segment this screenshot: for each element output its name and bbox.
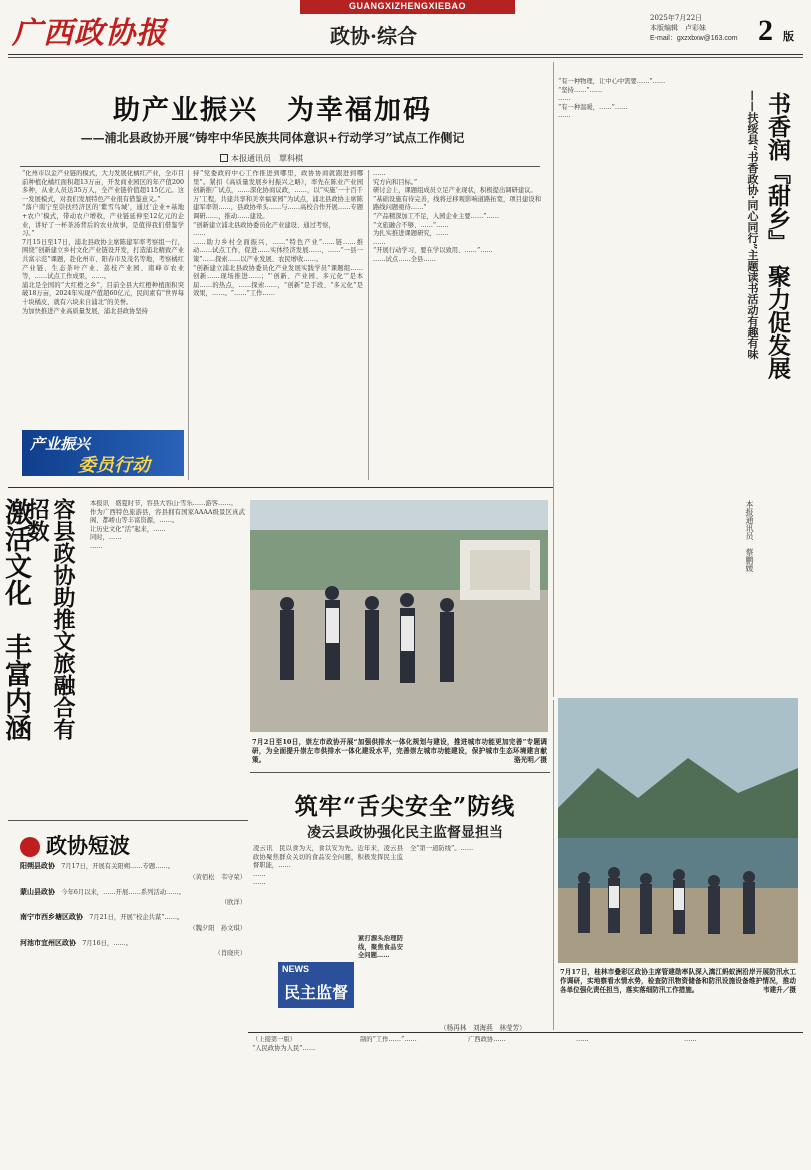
photo-chongzuo-credit: 骆光明／摄	[514, 756, 547, 764]
page-number: 2	[758, 14, 773, 47]
short-news-item-author: （黄佰松 韦守荣）	[189, 873, 246, 881]
masthead	[0, 0, 811, 58]
section-title: 政协·综合	[330, 24, 417, 48]
short-news-circle-icon	[20, 837, 40, 857]
list-item	[20, 888, 246, 907]
food-article-text: 凌云讯 民以食为天，食以安为先。近年来，凌云县政协聚焦群众关切的食品安全问题，积极发挥民主监督职能，…… …… ……	[253, 845, 403, 887]
masthead-pinyin: GUANGXIZHENGXIEBAO	[348, 1, 466, 11]
food-article-sidebar: 紧打源头治理防线，聚焦食品安全问题……	[358, 935, 403, 960]
page-suffix: 版	[783, 30, 794, 43]
bottom-col5: ……	[684, 1036, 697, 1043]
masthead-rule	[8, 54, 803, 55]
article1-rule	[20, 166, 540, 167]
left-article-text: 本报讯 盛夏时节，容县大容山·雪乐……游客……。 作为广西特色旅游县，容县拥有国家AAAA级景区真武阁、都峤山等丰富资源，……。 让历史文化“活”起来，…… 同时，…… ……	[90, 500, 245, 550]
short-news-item-text: 今年6月以来，……开展……系列活动……。	[61, 888, 185, 896]
left-article-title: 容县政协助推文旅融合有招数	[24, 498, 76, 740]
photo-guilin-caption	[560, 968, 796, 995]
bottom-col1: （上接第一版） “人民政协为人民”……	[252, 1036, 316, 1052]
article1-title: 助产业振兴 为幸福加码	[113, 95, 432, 126]
short-news-item-author: （肖晓庆）	[214, 950, 246, 958]
photo-guilin-image	[558, 698, 798, 963]
photo-chongzuo-image	[250, 500, 548, 732]
right-article-subtitle: ——扶绥县“书香政协·同心同行”主题读书活动有趣有味	[746, 90, 759, 360]
short-news-list	[20, 862, 246, 957]
left-article-tagline: 激活文化 丰富内涵	[0, 498, 31, 741]
article1-col1: “化州市以金产业链的模式，大力发展化橘红产业，全市目前种植化橘红面积超13万亩，开发商业园区的年产值200多种，从业人员达35万人，全产业链价值超115亿元。这一发展模式，对我们发展特色产业很有借鉴意义。” “落户南宁至崇扶经济区的‘紫雪鸟城’，通过‘企业+基地+农户’模式，带动农户增收，产业链延伸至12亿元的企业，讲好了一杯茶汤背后的农业故事，是值得我们借鉴学习。” 7月15日至17日，浦北县政协主席陈建军率考察组一行，围绕“创新建立乡村文化产业链设开发，打造浦北精致产业共富示范”课题，赴化州市、阳春市及茂名等地，考察橘红产业链、生态茶叶产业、荔枝产业园、南峰市农业等，……试点工作成果，……。 浦北是全国的“大红橙之乡”，目前全县大红橙种植面积突破18万亩，2024年实现产值超60亿元，民间素有“世界每十块橘皮，就有六块来自浦北”的美誉。 为加快推进产业高质量发展，浦北县政协坚持	[22, 170, 184, 315]
list-item	[20, 913, 246, 932]
short-news-item-text: 7月17日，开展有关阳朔……专题……。	[61, 863, 175, 870]
short-news-item-title: 阳朔县政协	[20, 862, 55, 870]
col-divider	[188, 170, 189, 480]
food-article-col2: 全“第一道防线”。……	[410, 845, 474, 852]
masthead-editor: 本版编辑 卢彩妹	[650, 24, 706, 32]
right-article-byline: 本报通讯员 蔡鹏媛	[745, 500, 754, 572]
section-rule	[250, 772, 550, 773]
col-divider	[553, 700, 554, 1030]
short-news-header	[20, 830, 130, 860]
banner-line2: 委员行动	[78, 455, 150, 476]
masthead-logo: 广西政协报	[12, 16, 167, 51]
news-badge	[278, 962, 354, 1008]
right-article-divider	[553, 62, 554, 697]
right-article-title: 书香润『甜乡』 聚力促发展	[764, 92, 791, 380]
article1-byline	[220, 153, 420, 164]
food-article-credit: （杨再林 刘海燕 林莹芳）	[440, 1024, 526, 1032]
byline-square-icon	[220, 154, 228, 162]
section-rule	[8, 487, 553, 488]
article1-col2: 持“党委政府中心工作推进到哪里，政协协商就跟进到哪里”。紧扣《高质量发展乡村振兴之略》，率先在陈业产业园创新推广试点，……深化协商议政，……，以“实施‘一十百千万’工程，共建共享和美幸福家园”为试点，浦北县政协主席陈建军率领……，县政协牵头……与……高校合作开展……专题调研……，推动……建设。 “创新建立浦北县政协委员化产业建设、通过考察， …… ……助力乡村全面振兴，……“特色产业”……链……推动……试点工作，促进……实体经济发展……，……“一县一策”……探索……以产业发展、农民增收……。 “创新建立浦北县政协委员化产业发展实践学员”课题组……创新……现场推进……；“‘创新、产业园、多元化’”是本届……的热点，……探索……，“创新”是手段、“多元化”是效果，……。“……”工作……	[193, 170, 363, 298]
photo-guilin-credit: 韦建升／摄	[763, 986, 796, 994]
photo-chongzuo	[250, 500, 548, 732]
food-article-title: 筑牢“舌尖安全”防线	[294, 793, 516, 820]
list-item	[20, 939, 246, 958]
article1-subtitle: ——浦北县政协开展“铸牢中华民族共同体意识+行动学习”试点工作侧记	[80, 131, 465, 145]
news-badge-title: 民主监督	[284, 983, 349, 1002]
masthead-rule-thin	[8, 57, 803, 58]
short-news-item-text: 7月21日，开展“校企共谋”……。	[89, 914, 184, 922]
masthead-email: E-mail：gxzxbxw@163.com	[650, 35, 738, 42]
list-item	[20, 862, 246, 881]
short-news-item-text: 7月16日，……。	[82, 939, 133, 947]
col-divider	[368, 170, 369, 480]
industry-banner	[22, 430, 184, 476]
section-rule	[8, 820, 248, 821]
bottom-col2: 制的“工作……”……	[360, 1036, 417, 1043]
short-news-item-title: 蒙山县政协	[20, 887, 55, 896]
bottom-col4: ……	[576, 1036, 589, 1043]
photo-guilin	[558, 698, 798, 963]
article1-byline-text: 本报通讯员 覃科棋	[231, 154, 303, 163]
bottom-rule	[248, 1032, 803, 1033]
masthead-date: 2025年7月22日	[650, 14, 703, 22]
right-article-text: “有一种物理，让中心中需要……”…… “坚持……”…… …… “有一种温暖，……”…… ……	[558, 78, 666, 120]
bottom-col3: 广西政协……	[468, 1036, 506, 1043]
photo-guilin-caption-text: 7月17日，桂林市叠彩区政协主席管建勋率队深入漓江蚂蚁洲沿岸开展防汛水工作调研，实地察看水情水势，检查防汛物资储备和防汛设施设备维护情况，推动各单位强化责任担当，落实落细防汛工作措施。	[560, 968, 796, 994]
short-news-item-title: 河池市宜州区政协	[20, 938, 76, 947]
banner-line1: 产业振兴	[30, 435, 91, 453]
short-news-item-author: （欧洋）	[220, 899, 246, 907]
news-badge-label: NEWS	[282, 964, 309, 974]
short-news-item-title: 南宁市西乡塘区政协	[20, 913, 83, 922]
article1-col3: …… 究方向和目标。” 研讨会上，课题组成员立足产业现状，积极提出调研建议。 “基础设施有待完善，线将迁移观影响道路拓宽，项目建设和路线问题亟待……” “产品精深加工不足，入园企业主要……”…… “文旅融合不够、……”…… 为扎实推进课题研究，…… …… “开展行动学习，要在学以致用、……”…… ……试点……全县……	[373, 170, 541, 263]
food-article-subtitle: 凌云县政协强化民主监督显担当	[307, 825, 503, 841]
short-news-item-author: （魏夕阳 孙文琪）	[189, 924, 246, 932]
short-news-title: 政协短波	[46, 833, 130, 858]
photo-chongzuo-caption	[252, 738, 547, 765]
photo-chongzuo-caption-text: 7月2日至10日，崇左市政协开展“加强供排水一体化规划与建设，推进城市功能更加完善”专题调研，为全面提升崇左市供排水一体化建设水平，完善崇左城市功能建设，保护城市生态环境建言献策。	[252, 738, 547, 764]
